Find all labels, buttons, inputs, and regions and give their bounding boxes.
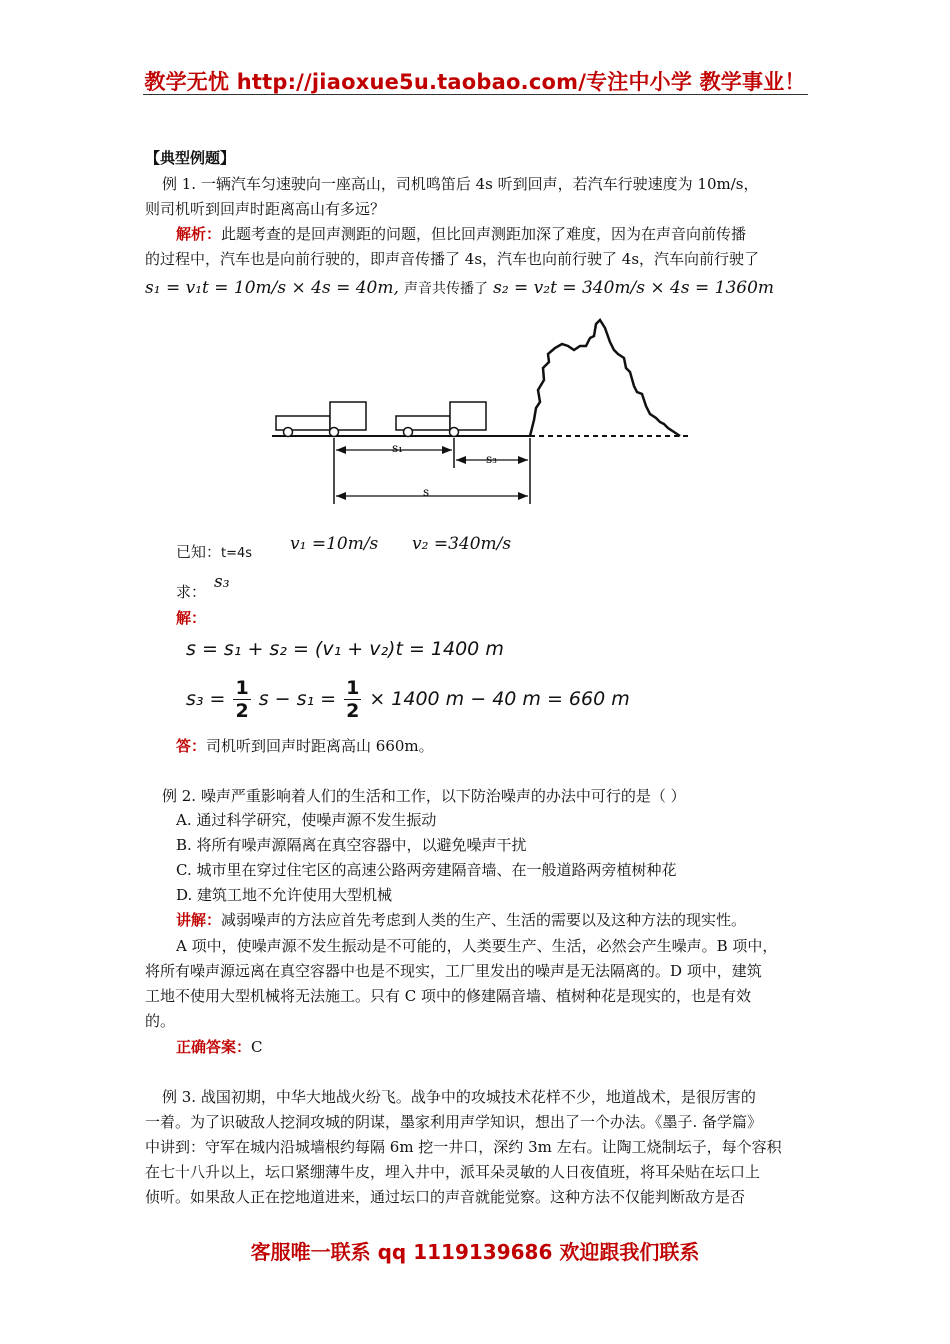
- find-value: s₃: [214, 572, 230, 592]
- frac-num: 1: [346, 676, 360, 699]
- formula-s1: s₁ = v₁t = 10m/s × 4s = 40m,: [145, 278, 399, 298]
- section-title: 【典型例题】: [145, 149, 236, 167]
- example3-line3: 中讲到：守军在城内沿城墙根约每隔 6m 挖一井口，深约 3m 左右。让陶工烧制坛子，每个容积: [145, 1138, 782, 1156]
- eq2-mid: s − s₁ =: [258, 688, 337, 710]
- eq2-left: s₃ =: [186, 688, 226, 710]
- example3-line1: 例 3. 战国初期，中华大地战火纷飞。战争中的攻城技术花样不少，地道战术，是很厉害的: [162, 1088, 756, 1106]
- label-s1: s₁: [392, 441, 403, 455]
- header-text: 教学无忧 http://jiaoxue5u.taobao.com/专注中小学 教学事业！: [144, 70, 806, 94]
- frac-den: 2: [346, 699, 360, 722]
- car-2: [396, 402, 486, 437]
- example3-line4: 在七十八升以上，坛口紧绷薄牛皮，埋入井中，派耳朵灵敏的人日夜值班，将耳朵贴在坛口上: [145, 1163, 761, 1181]
- header-divider: [143, 94, 808, 95]
- example2-explain-line1: [176, 908, 746, 932]
- correct-answer-label: 正确答案：: [176, 1038, 252, 1056]
- example3-line2: 一着。为了识破敌人挖洞攻城的阴谋，墨家利用声学知识，想出了一个办法。《墨子. 备学篇》: [145, 1113, 763, 1131]
- analysis-text: 此题考查的是回声测距的问题，但比回声测距加深了难度，因为在声音向前传播: [221, 225, 747, 243]
- example2-option-a: A. 通过科学研究，使噪声源不发生振动: [176, 811, 437, 829]
- example2-explain-line5: 的。: [145, 1012, 176, 1030]
- formula-s2: s₂ = v₂t = 340m/s × 4s = 1360m: [493, 278, 775, 298]
- explain-label: 讲解：: [176, 911, 222, 929]
- explain-text: 减弱噪声的方法应首先考虑到人类的生产、生活的需要以及这种方法的现实性。: [221, 911, 747, 929]
- analysis-label: 解析：: [176, 225, 222, 243]
- sound-text: 声音共传播了: [404, 281, 488, 297]
- example2-explain-line3: 将所有噪声源远离在真空容器中也是不现实，工厂里发出的噪声是无法隔离的。D 项中，建筑: [145, 962, 762, 980]
- eq2-frac-b: [344, 677, 361, 722]
- known-v2: v₂ =340m/s: [412, 534, 512, 554]
- footer-text: 客服唯一联系 qq 1119139686 欢迎跟我们联系: [250, 1240, 700, 1264]
- solution-eq2: [186, 674, 630, 724]
- example1-analysis-line1: [176, 222, 746, 246]
- known-v1: v₁ =10m/s: [290, 534, 379, 554]
- label-s3: s₃: [486, 452, 497, 466]
- example2-option-c: C. 城市里在穿过住宅区的高速公路两旁建隔音墙、在一般道路两旁植树种花: [176, 861, 677, 879]
- answer-label: 答：: [176, 737, 207, 755]
- example1-formula-line: [145, 277, 774, 301]
- example2-question: 例 2. 噪声严重影响着人们的生活和工作，以下防治噪声的办法中可行的是（ ）: [162, 787, 686, 805]
- example1-answer: [176, 734, 434, 758]
- solution-eq1: s = s₁ + s₂ = (v₁ + v₂)t = 1400 m: [186, 638, 504, 660]
- example2-option-b: B. 将所有噪声源隔离在真空容器中，以避免噪声干扰: [176, 836, 527, 854]
- car-1: [276, 402, 366, 437]
- label-s: s: [423, 485, 430, 499]
- example2-explain-line2: A 项中，使噪声源不发生振动是不可能的，人类要生产、生活，必然会产生噪声。B 项中，: [176, 937, 778, 955]
- eq2-frac-a: [233, 677, 250, 722]
- frac-den: 2: [235, 699, 249, 722]
- eq2-right: × 1400 m − 40 m = 660 m: [369, 688, 630, 710]
- find-label: 求：: [176, 583, 207, 601]
- known-label: 已知：: [176, 543, 222, 561]
- example1-question-line1: 例 1. 一辆汽车匀速驶向一座高山，司机鸣笛后 4s 听到回声，若汽车行驶速度为 10m/s，: [162, 175, 759, 193]
- mountain-outline: [530, 320, 680, 436]
- known-line: [176, 540, 252, 566]
- example2-option-d: D. 建筑工地不允许使用大型机械: [176, 886, 393, 904]
- frac-num: 1: [235, 676, 249, 699]
- example3-line5: 侦听。如果敌人正在挖地道进来，通过坛口的声音就能觉察。这种方法不仅能判断敌方是否: [145, 1188, 746, 1206]
- echo-diagram: [260, 310, 700, 520]
- solution-label: 解：: [176, 609, 207, 627]
- example2-explain-line4: 工地不使用大型机械将无法施工。只有 C 项中的修建隔音墙、植树种花是现实的，也是有效: [145, 987, 752, 1005]
- answer-text: 司机听到回声时距离高山 660m。: [206, 737, 434, 755]
- correct-answer-value: C: [251, 1038, 263, 1056]
- example2-answer: [176, 1035, 263, 1059]
- known-t: t=4s: [221, 546, 253, 561]
- example1-question-line2: 则司机听到回声时距离高山有多远？: [145, 200, 386, 218]
- example1-analysis-line2: 的过程中，汽车也是向前行驶的，即声音传播了 4s，汽车也向前行驶了 4s，汽车向前行驶了: [145, 250, 760, 268]
